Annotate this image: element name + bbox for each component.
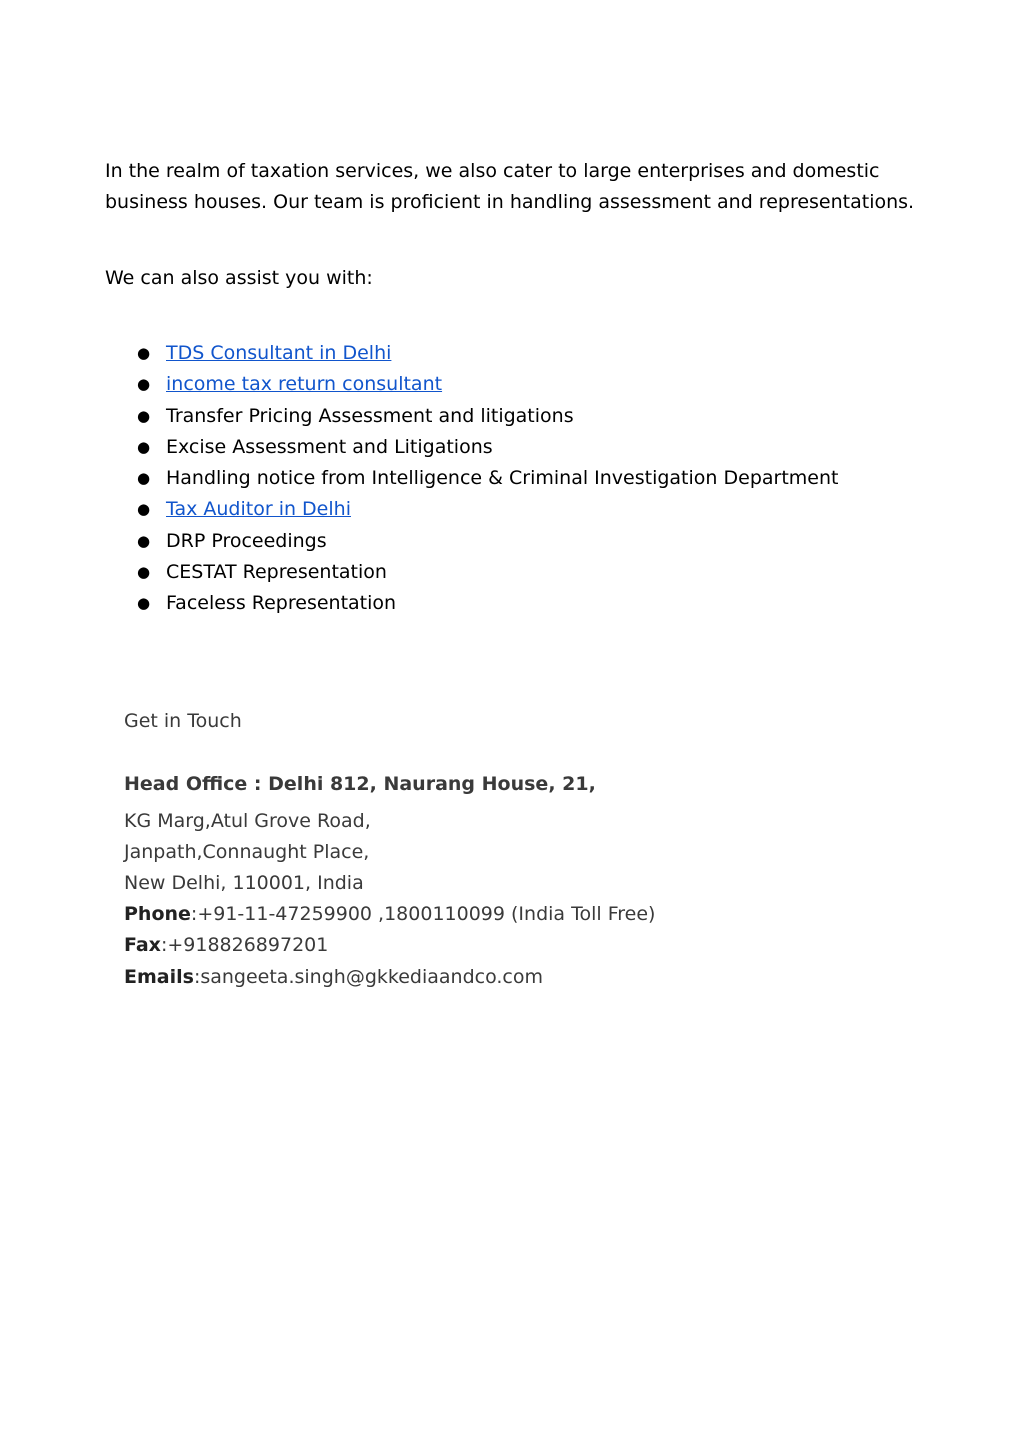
list-item-label: Faceless Representation xyxy=(166,592,397,615)
phone-line xyxy=(124,899,655,930)
list-item-label: DRP Proceedings xyxy=(166,529,327,552)
list-item-label: Transfer Pricing Assessment and litigations xyxy=(166,404,574,427)
address-line-1: KG Marg,Atul Grove Road, xyxy=(124,810,371,832)
tds-consultant-link[interactable]: TDS Consultant in Delhi xyxy=(166,342,392,364)
list-item xyxy=(137,494,838,525)
bullet-icon: ● xyxy=(137,469,151,488)
bullet-icon: ● xyxy=(137,500,151,519)
email-value: :sangeeta.singh@gkkediaandco.com xyxy=(193,966,543,988)
list-item xyxy=(137,401,838,432)
fax-value: :+918826897201 xyxy=(160,934,329,956)
income-tax-return-link[interactable]: income tax return consultant xyxy=(166,373,443,396)
list-item-label: CESTAT Representation xyxy=(166,561,387,584)
assist-heading: We can also assist you with: xyxy=(105,267,373,289)
intro-paragraph: In the realm of taxation services, we also cater to large enterprises and domestic business houses. Our team is proficient in handling assessment and representations. xyxy=(105,160,915,213)
list-item xyxy=(137,338,838,369)
list-item-label: Excise Assessment and Litigations xyxy=(166,435,493,458)
list-item xyxy=(137,432,838,463)
bullet-icon: ● xyxy=(137,594,151,613)
fax-label: Fax xyxy=(124,934,161,956)
bullet-icon: ● xyxy=(137,531,151,550)
list-item xyxy=(137,526,838,557)
address-line-3: New Delhi, 110001, India xyxy=(124,872,364,894)
list-item-label: Handling notice from Intelligence & Criminal Investigation Department xyxy=(166,467,839,490)
bullet-icon: ● xyxy=(137,344,151,362)
services-list xyxy=(137,338,838,620)
address-line-2: Janpath,Connaught Place, xyxy=(124,841,370,863)
tax-auditor-link[interactable]: Tax Auditor in Delhi xyxy=(166,498,351,521)
head-office-line: Head Office : Delhi 812, Naurang House, 21, xyxy=(124,773,596,795)
bullet-icon: ● xyxy=(137,563,151,582)
list-item xyxy=(137,557,838,588)
contact-heading: Get in Touch xyxy=(124,710,242,732)
phone-label: Phone xyxy=(124,903,191,925)
bullet-icon: ● xyxy=(137,406,151,425)
list-item xyxy=(137,588,838,619)
fax-line xyxy=(124,930,328,961)
list-item xyxy=(137,369,838,400)
list-item xyxy=(137,463,838,494)
bullet-icon: ● xyxy=(137,437,151,456)
bullet-icon: ● xyxy=(137,375,151,394)
phone-value: :+91-11-47259900 ,1800110099 (India Toll Free) xyxy=(190,903,656,925)
email-line xyxy=(124,962,543,993)
email-label: Emails xyxy=(124,966,194,988)
